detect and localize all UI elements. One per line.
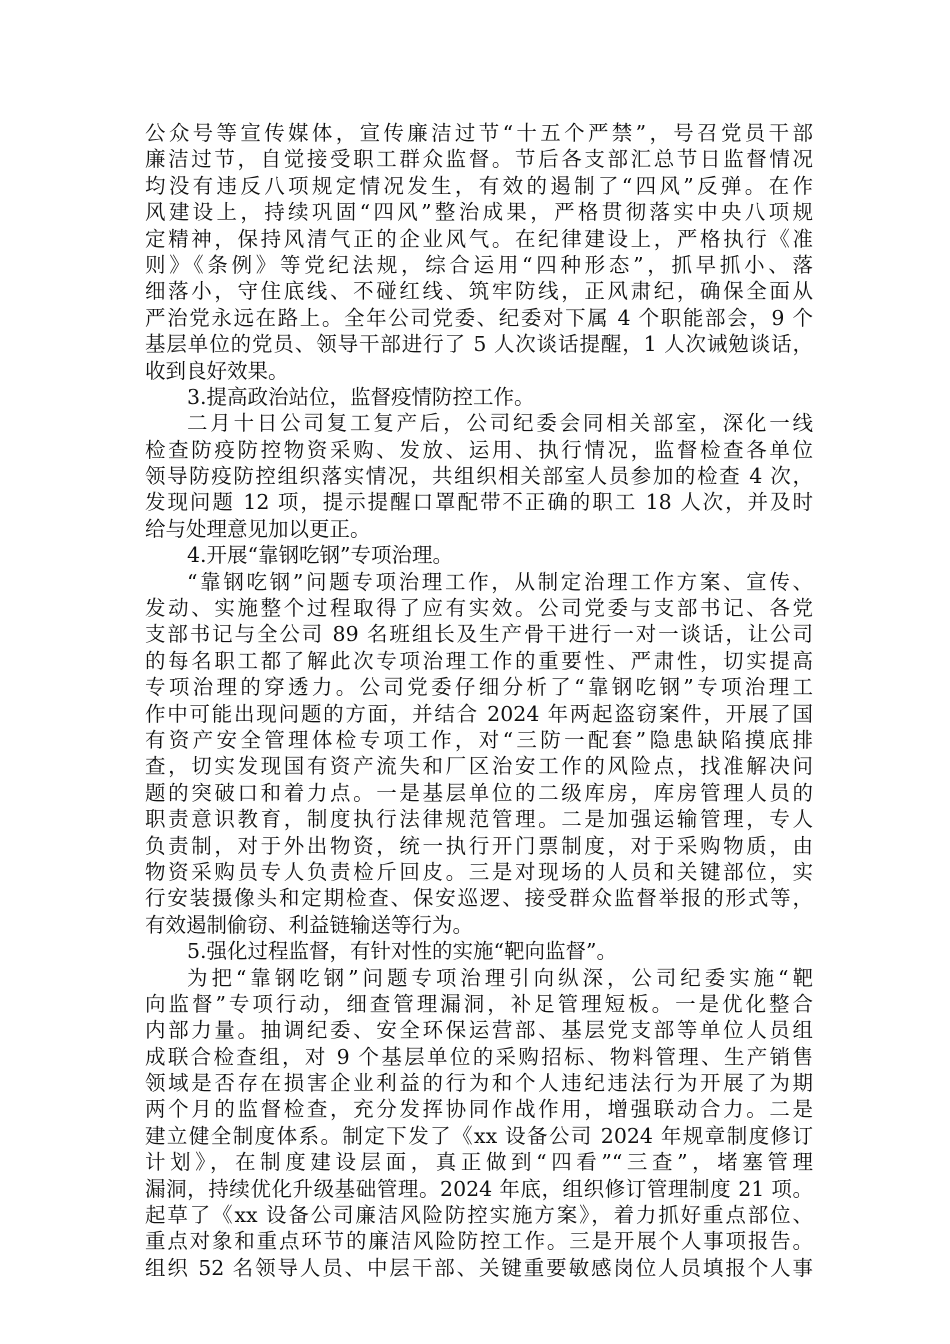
text-line: 发现问题 12 项，提示提醒口罩配带不正确的职工 18 人次，并及时 (145, 490, 813, 515)
text-line: 5.强化过程监督，有针对性的实施“靶向监督”。 (187, 939, 618, 964)
text-line: 公众号等宣传媒体，宣传廉洁过节“十五个严禁”，号召党员干部 (145, 121, 813, 145)
text-line: 定精神，保持风清气正的企业风气。在纪律建设上，严格执行《准 (145, 226, 813, 251)
text-line: 为把“靠钢吃钢”问题专项治理引向纵深，公司纪委实施“靶 (187, 965, 813, 990)
text-line: 起草了《xx 设备公司廉洁风险防控实施方案》，着力抓好重点部位、 (145, 1203, 813, 1228)
text-line: 检查防疫防控物资采购、发放、运用、执行情况，监督检查各单位 (145, 437, 813, 462)
text-line: 发动、实施整个过程取得了应有实效。公司党委与支部书记、各党 (145, 596, 813, 621)
paragraph-p3 (145, 569, 813, 938)
text-line: 则》《条例》等党纪法规，综合运用“四种形态”，抓早抓小、落 (145, 252, 813, 277)
text-line: 严治党永远在路上。全年公司党委、纪委对下属 4 个职能部会，9 个 (145, 305, 813, 330)
text-line: 题的突破口和着力点。一是基层单位的二级库房，库房管理人员的 (145, 780, 813, 805)
paragraph-p2 (145, 410, 813, 542)
text-line: 廉洁过节，自觉接受职工群众监督。节后各支部汇总节日监督情况 (145, 147, 813, 172)
paragraph-h4 (145, 542, 813, 568)
text-line: 3.提高政治站位，监督疫情防控工作。 (187, 384, 535, 409)
text-line: 收到良好效果。 (145, 358, 289, 383)
text-line: 有效遏制偷窃、利益链输送等行为。 (145, 912, 473, 937)
text-line: 基层单位的党员、领导干部进行了 5 人次谈话提醒，1 人次诫勉谈话， (145, 332, 813, 357)
text-line: 漏洞，持续优化升级基础管理。2024 年底，组织修订管理制度 21 项。 (145, 1176, 813, 1201)
text-line: 细落小，守住底线、不碰红线、筑牢防线，正风肃纪，确保全面从 (145, 279, 813, 304)
text-line: 作中可能出现问题的方面，并结合 2024 年两起盗窃案件，开展了国 (145, 701, 813, 726)
text-line: 有资产安全管理体检专项工作，对“三防一配套”隐患缺陷摸底排 (145, 727, 813, 752)
text-line: 行安装摄像头和定期检查、保安巡逻、接受群众监督举报的形式等， (145, 886, 813, 911)
paragraph-h3 (145, 384, 813, 410)
text-line: 内部力量。抽调纪委、安全环保运营部、基层党支部等单位人员组 (145, 1018, 813, 1043)
text-line: 计划》，在制度建设层面，真正做到“四看”“三查”，堵塞管理 (145, 1150, 813, 1175)
text-line: 职责意识教育，制度执行法律规范管理。二是加强运输管理，专人 (145, 807, 813, 832)
text-line: 负责制，对于外出物资，统一执行开门票制度，对于采购物质，由 (145, 833, 813, 858)
text-line: 领导防疫防控组织落实情况，共组织相关部室人员参加的检查 4 次， (145, 464, 813, 489)
text-line: 两个月的监督检查，充分发挥协同作战作用，增强联动合力。二是 (145, 1097, 813, 1122)
text-line: 领域是否存在损害企业利益的行为和个人违纪违法行为开展了为期 (145, 1071, 813, 1096)
text-line: 组织 52 名领导人员、中层干部、关键重要敏感岗位人员填报个人事 (145, 1255, 813, 1280)
paragraph-p4 (145, 965, 813, 1282)
text-line: 专项治理的穿透力。公司党委仔细分析了“靠钢吃钢”专项治理工 (145, 675, 813, 700)
text-line: 查，切实发现国有资产流失和厂区治安工作的风险点，找准解决问 (145, 754, 813, 779)
text-line: 向监督”专项行动，细查管理漏洞，补足管理短板。一是优化整合 (145, 991, 813, 1016)
text-line: 成联合检查组，对 9 个基层单位的采购招标、物料管理、生产销售 (145, 1044, 813, 1069)
text-line: 二月十日公司复工复产后，公司纪委会同相关部室，深化一线 (187, 411, 813, 436)
text-line: 支部书记与全公司 89 名班组长及生产骨干进行一对一谈话，让公司 (145, 622, 813, 647)
document-page (145, 120, 813, 1281)
text-line: 均没有违反八项规定情况发生，有效的遏制了“四风”反弹。在作 (145, 173, 813, 198)
text-line: 重点对象和重点环节的廉洁风险防控工作。三是开展个人事项报告。 (145, 1229, 813, 1254)
text-line: 建立健全制度体系。制定下发了《xx 设备公司 2024 年规章制度修订 (145, 1123, 813, 1148)
paragraph-p1 (145, 120, 813, 384)
text-line: 给与处理意见加以更正。 (145, 516, 371, 541)
text-line: 4.开展“靠钢吃钢”专项治理。 (187, 543, 454, 568)
text-line: 的每名职工都了解此次专项治理工作的重要性、严肃性，切实提高 (145, 648, 813, 673)
text-line: “靠钢吃钢”问题专项治理工作，从制定治理工作方案、宣传、 (187, 569, 813, 594)
text-line: 风建设上，持续巩固“四风”整治成果，严格贯彻落实中央八项规 (145, 200, 813, 225)
text-line: 物资采购员专人负责检斤回皮。三是对现场的人员和关键部位，实 (145, 859, 813, 884)
paragraph-h5 (145, 938, 813, 964)
